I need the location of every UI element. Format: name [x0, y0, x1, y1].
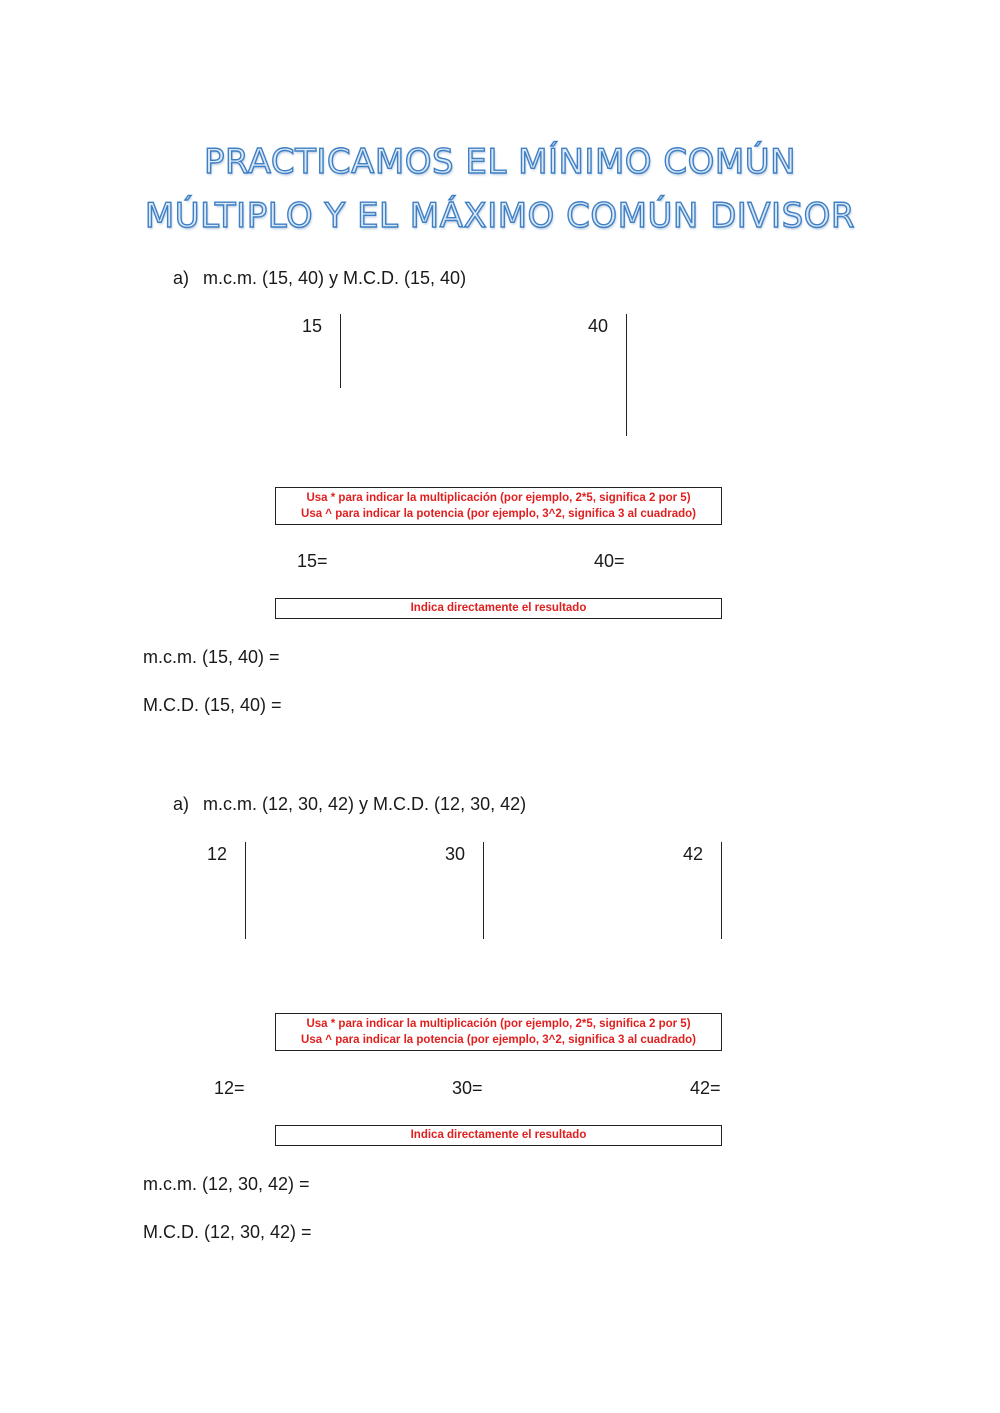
exercise-2-number-b: 30	[445, 844, 466, 864]
mcd-answer-label: M.C.D. (12, 30, 42) =	[143, 1222, 312, 1242]
exercise-2-number-a: 12	[207, 844, 228, 864]
exercise-1-number-a: 15	[302, 316, 323, 336]
division-line-c	[721, 842, 722, 939]
mcm-answer-label: m.c.m. (12, 30, 42) =	[143, 1174, 310, 1194]
hint-power: Usa ^ para indicar la potencia (por ejemplo, 3^2, significa 3 al cuadrado)	[301, 1034, 696, 1046]
hint-multiplication: Usa * para indicar la multiplicación (por ejemplo, 2*5, significa 2 por 5)	[306, 1018, 691, 1030]
exercise-2-label: a)	[173, 794, 190, 814]
division-line-a	[245, 842, 246, 939]
hint-box-result	[275, 1125, 722, 1146]
hint-power: Usa ^ para indicar la potencia (por ejemplo, 3^2, significa 3 al cuadrado)	[301, 508, 696, 520]
mcm-answer-label: m.c.m. (15, 40) =	[143, 647, 280, 667]
exercise-1-number-b: 40	[588, 316, 609, 336]
page-title-line-2: MÚLTIPLO Y EL MÁXIMO COMÚN DIVISOR	[144, 196, 856, 236]
hint-box-result	[275, 598, 722, 619]
exercise-1-label: a)	[173, 268, 190, 288]
exercise-1-prompt: m.c.m. (15, 40) y M.C.D. (15, 40)	[203, 268, 467, 288]
factorization-label-a: 15=	[297, 551, 328, 571]
factorization-label-c: 42=	[690, 1078, 721, 1098]
factorization-label-b: 30=	[452, 1078, 483, 1098]
factorization-label-b: 40=	[594, 551, 625, 571]
division-line-a	[340, 314, 341, 388]
hint-box-notation	[275, 487, 722, 525]
hint-result: Indica directamente el resultado	[410, 602, 587, 614]
page-title-line-1: PRACTICAMOS EL MÍNIMO COMÚN	[203, 142, 797, 182]
hint-multiplication: Usa * para indicar la multiplicación (por ejemplo, 2*5, significa 2 por 5)	[306, 492, 691, 504]
mcd-answer-label: M.C.D. (15, 40) =	[143, 695, 282, 715]
division-line-b	[626, 314, 627, 436]
factorization-label-a: 12=	[214, 1078, 245, 1098]
exercise-2-number-c: 42	[683, 844, 704, 864]
exercise-2-prompt: m.c.m. (12, 30, 42) y M.C.D. (12, 30, 42)	[203, 794, 527, 814]
division-line-b	[483, 842, 484, 939]
hint-box-notation	[275, 1013, 722, 1051]
hint-result: Indica directamente el resultado	[410, 1129, 587, 1141]
